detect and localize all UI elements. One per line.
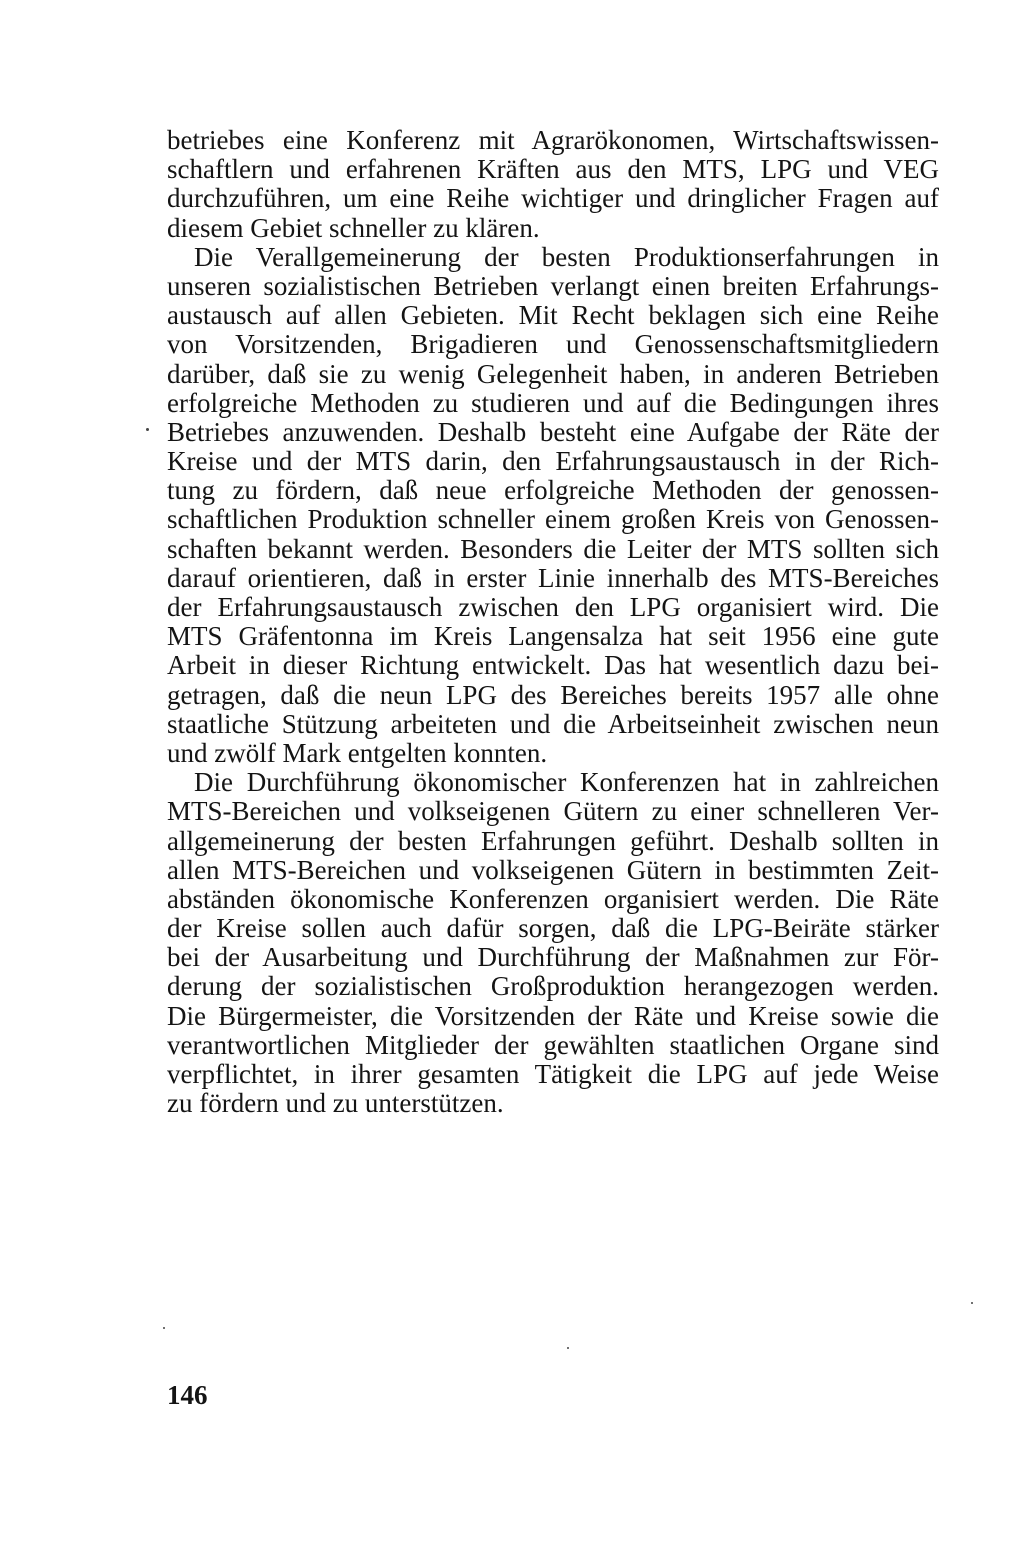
margin-speck	[971, 1302, 973, 1304]
text-line: Die Bürgermeister, die Vorsitzenden der Räte und Kreise sowie die	[167, 1000, 939, 1031]
text-line: Die Verallgemeinerung der besten Produktionserfahrungen in	[194, 241, 939, 272]
text-line: verpflichtet, in ihrer gesamten Tätigkeit die LPG auf jede Weise	[167, 1059, 939, 1089]
body-text	[167, 126, 939, 1118]
text-line: Die Durchführung ökonomischer Konferenzen hat in zahlreichen	[194, 767, 939, 798]
text-line: schaftlern und erfahrenen Kräften aus den MTS, LPG und VEG	[167, 154, 939, 185]
text-line: allgemeinerung der besten Erfahrungen geführt. Deshalb sollten in	[167, 825, 939, 856]
text-line: staatliche Stützung arbeiteten und die Arbeitseinheit zwischen neun	[167, 708, 939, 739]
text-line: der Erfahrungsaustausch zwischen den LPG organisiert wird. Die	[167, 592, 939, 622]
text-line: schaften bekannt werden. Besonders die Leiter der MTS sollten sich	[167, 533, 939, 564]
paragraph-3	[167, 768, 939, 1118]
text-line: und zwölf Mark entgelten konnten.	[167, 737, 548, 768]
margin-speck	[163, 1327, 165, 1329]
text-line: betriebes eine Konferenz mit Agrarökonomen, Wirtschaftswissen-	[167, 125, 939, 155]
text-line: darüber, daß sie zu wenig Gelegenheit haben, in anderen Betrieben	[167, 358, 939, 389]
text-line: darauf orientieren, daß in erster Linie innerhalb des MTS-Bereiches	[167, 562, 939, 593]
text-line: erfolgreiche Methoden zu studieren und auf die Bedingungen ihres	[167, 387, 939, 418]
paragraph-1	[167, 126, 939, 243]
margin-speck	[146, 428, 149, 431]
text-line: MTS-Bereichen und volkseigenen Gütern zu einer schnelleren Ver-	[167, 796, 939, 827]
text-line: unseren sozialistischen Betrieben verlangt einen breiten Erfahrungs-	[167, 270, 939, 301]
page-number: 146	[167, 1380, 208, 1410]
text-line: allen MTS-Bereichen und volkseigenen Gütern in bestimmten Zeit-	[167, 854, 939, 885]
text-line: durchzuführen, um eine Reihe wichtiger und dringlicher Fragen auf	[167, 183, 939, 214]
text-line: zu fördern und zu unterstützen.	[167, 1088, 504, 1119]
text-line: austausch auf allen Gebieten. Mit Recht beklagen sich eine Reihe	[167, 300, 939, 331]
text-line: derung der sozialistischen Großproduktion herangezogen werden.	[167, 971, 939, 1002]
text-line: der Kreise sollen auch dafür sorgen, daß die LPG-Beiräte stärker	[167, 913, 939, 944]
text-line: diesem Gebiet schneller zu klären.	[167, 212, 540, 243]
margin-speck	[567, 1347, 569, 1349]
text-line: tung zu fördern, daß neue erfolgreiche Methoden der genossen-	[167, 475, 939, 506]
text-line: von Vorsitzenden, Brigadieren und Genossenschaftsmitgliedern	[167, 329, 939, 360]
text-line: getragen, daß die neun LPG des Bereiches bereits 1957 alle ohne	[167, 679, 939, 710]
text-line: verantwortlichen Mitglieder der gewählten staatlichen Organe sind	[167, 1029, 939, 1060]
text-line: schaftlichen Produktion schneller einem großen Kreis von Genossen-	[167, 504, 939, 535]
text-line: Kreise und der MTS darin, den Erfahrungsaustausch in der Rich-	[167, 446, 939, 477]
text-line: Arbeit in dieser Richtung entwickelt. Das hat wesentlich dazu bei-	[167, 650, 939, 681]
text-line: Betriebes anzuwenden. Deshalb besteht eine Aufgabe der Räte der	[167, 416, 939, 447]
text-line: MTS Gräfentonna im Kreis Langensalza hat seit 1956 eine gute	[167, 621, 939, 652]
paragraph-2	[167, 243, 939, 768]
text-line: abständen ökonomische Konferenzen organisiert werden. Die Räte	[167, 883, 939, 914]
text-line: bei der Ausarbeitung und Durchführung der Maßnahmen zur För-	[167, 942, 939, 973]
